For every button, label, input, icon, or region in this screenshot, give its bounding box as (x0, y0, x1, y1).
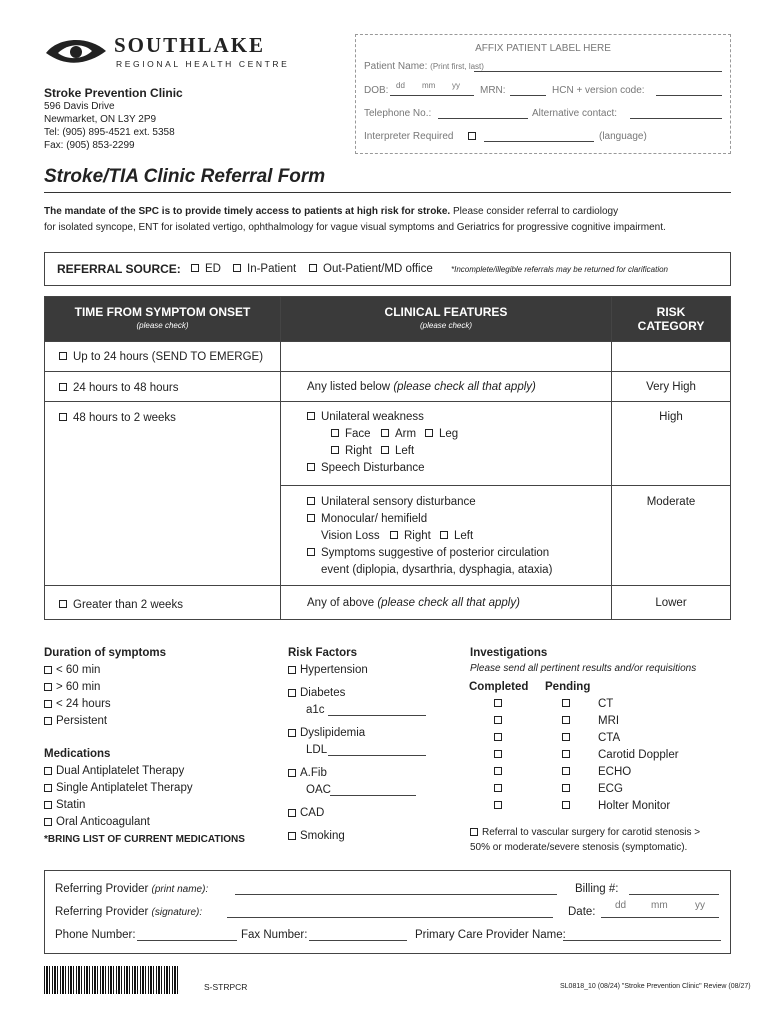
duration-checkbox[interactable] (44, 717, 52, 725)
patient-name-label: Patient Name: (Print first, last) (364, 61, 484, 72)
vascular-referral[interactable]: Referral to vascular surgery for carotid stenosis > (470, 827, 700, 839)
pending-checkbox[interactable] (562, 784, 570, 792)
vision-left-checkbox[interactable] (440, 531, 448, 539)
logo-subtitle: REGIONAL HEALTH CENTRE (116, 59, 290, 69)
table-row (45, 371, 730, 402)
dob-mm: mm (422, 81, 436, 90)
referral-inpatient-checkbox[interactable] (233, 264, 241, 272)
weakness-left-checkbox[interactable] (381, 446, 389, 454)
hcn-label: HCN + version code: (552, 85, 645, 96)
vision-loss-label: Vision Loss (321, 530, 380, 542)
row5-checkbox[interactable] (59, 600, 67, 608)
duration-checkbox[interactable] (44, 683, 52, 691)
completed-checkbox[interactable] (494, 733, 502, 741)
provider-sig-label: Referring Provider (signature): (55, 906, 203, 918)
row2-feature: Any listed below (please check all that apply) (307, 381, 536, 393)
row3-checkbox[interactable] (59, 413, 67, 421)
pending-header: Pending (545, 681, 591, 693)
list-item[interactable]: Oral Anticoagulant (44, 815, 193, 832)
speech-label: Speech Disturbance (321, 462, 425, 474)
patient-label-box (355, 34, 731, 154)
unilateral-weakness-label: Unilateral weakness (321, 411, 424, 423)
medications-list (44, 764, 193, 832)
referral-source-label: REFERRAL SOURCE: (57, 262, 181, 276)
pcp-field[interactable] (563, 940, 721, 941)
mandate-line2: for isolated syncope, ENT for isolated vertigo, ophthalmology for vague visual symptoms and Geriatrics for progressive cognitive impairment. (44, 222, 666, 233)
a1c-field[interactable] (328, 715, 426, 716)
clinic-name: Stroke Prevention Clinic (44, 86, 183, 100)
cad-checkbox[interactable] (288, 809, 296, 817)
provider-box (44, 870, 731, 954)
revision-note: SL0818_10 (08/24) "Stroke Prevention Clinic" Review (08/27) (560, 983, 751, 990)
arm-checkbox[interactable] (381, 429, 389, 437)
billing-label: Billing #: (575, 883, 619, 895)
completed-checkbox[interactable] (494, 750, 502, 758)
cad-item[interactable]: CAD (288, 806, 324, 820)
medication-checkbox[interactable] (44, 767, 52, 775)
dob-yy: yy (452, 81, 460, 90)
interpreter-label: Interpreter Required (364, 131, 454, 142)
clinic-address2: Newmarket, ON L3Y 2P9 (44, 114, 157, 125)
investigations-title: Investigations (470, 647, 548, 659)
completed-header: Completed (469, 681, 529, 693)
pcp-label: Primary Care Provider Name: (415, 929, 566, 941)
referral-note: *Incomplete/illegible referrals may be returned for clarification (451, 265, 668, 274)
referral-outpatient-label: Out-Patient/MD office (323, 263, 433, 275)
row1-checkbox[interactable] (59, 352, 67, 360)
completed-checkbox[interactable] (494, 784, 502, 792)
southlake-logo (44, 33, 294, 73)
provider-print-field[interactable] (235, 894, 557, 895)
mrn-field[interactable] (510, 95, 546, 96)
list-item: ECG (490, 782, 690, 799)
date-dd: dd (615, 900, 627, 911)
label-box-title: AFFIX PATIENT LABEL HERE (475, 43, 611, 54)
oac-label: OAC (306, 784, 331, 796)
vision-right-checkbox[interactable] (390, 531, 398, 539)
pending-checkbox[interactable] (562, 767, 570, 775)
smoking-item[interactable]: Smoking (288, 829, 345, 843)
clinic-tel: Tel: (905) 895-4521 ext. 5358 (44, 127, 175, 138)
referral-ed-label: ED (205, 263, 221, 275)
investigations-subtitle: Please send all pertinent results and/or requisitions (470, 663, 697, 674)
table-header-features: CLINICAL FEATURES (please check) (281, 297, 612, 341)
referral-source-box (44, 252, 731, 286)
completed-checkbox[interactable] (494, 801, 502, 809)
duration-list (44, 663, 111, 731)
row3-risk: High (659, 411, 683, 423)
list-item[interactable]: Persistent (44, 714, 111, 731)
leg-checkbox[interactable] (425, 429, 433, 437)
row2-risk: Very High (646, 381, 696, 393)
telephone-label: Telephone No.: (364, 108, 432, 119)
monocular-label: Monocular/ hemifield (321, 513, 428, 525)
row5-label: Greater than 2 weeks (73, 599, 183, 611)
table-row (45, 401, 730, 486)
a1c-label: a1c (306, 704, 325, 716)
row2-label: 24 hours to 48 hours (73, 382, 179, 394)
alt-contact-label: Alternative contact: (532, 108, 618, 119)
posterior-checkbox[interactable] (307, 548, 315, 556)
hypertension-item[interactable]: Hypertension (288, 663, 368, 677)
medications-note: *BRING LIST OF CURRENT MEDICATIONS (44, 834, 245, 845)
language-field[interactable] (484, 141, 594, 142)
risk-factors-title: Risk Factors (288, 647, 358, 659)
ldl-label: LDL (306, 744, 328, 756)
pending-checkbox[interactable] (562, 733, 570, 741)
ldl-field[interactable] (328, 755, 426, 756)
vision-left-label: Left (454, 530, 474, 542)
afib-item[interactable]: A.Fib (288, 766, 327, 780)
duration-checkbox[interactable] (44, 666, 52, 674)
completed-checkbox[interactable] (494, 699, 502, 707)
posterior-label-cont: event (diplopia, dysarthria, dysphagia, ataxia) (321, 564, 553, 576)
table-header-time: TIME FROM SYMPTOM ONSET (please check) (45, 297, 281, 341)
pending-checkbox[interactable] (562, 750, 570, 758)
mandate-line1: The mandate of the SPC is to provide timely access to patients at high risk for stroke. Please consider referral to cardiology (44, 206, 619, 217)
title-rule (44, 192, 731, 193)
weakness-right-label: Right (345, 445, 372, 457)
investigations-list (490, 697, 690, 816)
vascular-referral-cont: 50% or moderate/severe stenosis (symptomatic). (470, 842, 688, 853)
medications-title: Medications (44, 748, 111, 760)
medication-checkbox[interactable] (44, 818, 52, 826)
row5-feature: Any of above (please check all that apply) (307, 597, 520, 609)
vision-right-label: Right (404, 530, 431, 542)
leg-label: Leg (439, 428, 459, 440)
dyslipidemia-item[interactable]: Dyslipidemia (288, 726, 365, 740)
diabetes-item[interactable]: Diabetes (288, 686, 345, 700)
list-item: CTA (490, 731, 690, 748)
referral-inpatient-label: In-Patient (247, 263, 297, 275)
list-item[interactable]: Dual Antiplatelet Therapy (44, 764, 193, 781)
monocular-checkbox[interactable] (307, 514, 315, 522)
list-item[interactable]: < 24 hours (44, 697, 111, 714)
posterior-label: Symptoms suggestive of posterior circulation (321, 547, 550, 559)
interpreter-checkbox[interactable] (468, 132, 476, 140)
form-title: Stroke/TIA Clinic Referral Form (44, 166, 326, 187)
patient-name-field[interactable] (474, 71, 722, 72)
clinic-address1: 596 Davis Drive (44, 101, 115, 112)
alt-contact-field[interactable] (630, 118, 722, 119)
fax-label: Fax Number: (241, 929, 308, 941)
completed-checkbox[interactable] (494, 767, 502, 775)
dob-label: DOB: (364, 85, 389, 96)
form-code: S-STRPCR (204, 982, 248, 992)
row2-checkbox[interactable] (59, 383, 67, 391)
barcode (44, 966, 179, 994)
face-checkbox[interactable] (331, 429, 339, 437)
list-item: CT (490, 697, 690, 714)
table-row (280, 485, 730, 586)
duration-checkbox[interactable] (44, 700, 52, 708)
list-item: ECHO (490, 765, 690, 782)
diabetes-checkbox[interactable] (288, 689, 296, 697)
unilateral-weakness-checkbox[interactable] (307, 412, 315, 420)
table-row (45, 341, 730, 372)
pending-checkbox[interactable] (562, 801, 570, 809)
speech-checkbox[interactable] (307, 463, 315, 471)
vascular-referral-checkbox[interactable] (470, 828, 478, 836)
smoking-checkbox[interactable] (288, 832, 296, 840)
row3-label: 48 hours to 2 weeks (73, 412, 176, 424)
completed-checkbox[interactable] (494, 716, 502, 724)
list-item[interactable]: Statin (44, 798, 193, 815)
phone-label: Phone Number: (55, 929, 136, 941)
weakness-left-label: Left (395, 445, 415, 457)
list-item[interactable]: Single Antiplatelet Therapy (44, 781, 193, 798)
date-yy: yy (695, 900, 705, 911)
clinic-fax: Fax: (905) 853-2299 (44, 140, 135, 151)
medication-checkbox[interactable] (44, 801, 52, 809)
sensory-label: Unilateral sensory disturbance (321, 496, 476, 508)
date-mm: mm (651, 900, 668, 911)
pending-checkbox[interactable] (562, 716, 570, 724)
arm-label: Arm (395, 428, 417, 440)
referral-ed-checkbox[interactable] (191, 264, 199, 272)
row5-risk: Lower (655, 597, 687, 609)
list-item[interactable]: > 60 min (44, 680, 111, 697)
date-field[interactable] (601, 917, 719, 918)
risk-table (44, 296, 731, 620)
phone-field[interactable] (137, 940, 237, 941)
hypertension-checkbox[interactable] (288, 666, 296, 674)
list-item: MRI (490, 714, 690, 731)
afib-checkbox[interactable] (288, 769, 296, 777)
fax-field[interactable] (309, 940, 407, 941)
table-header-risk: RISK CATEGORY (612, 297, 730, 341)
sensory-checkbox[interactable] (307, 497, 315, 505)
logo-name: SOUTHLAKE (114, 33, 266, 57)
telephone-field[interactable] (438, 118, 528, 119)
logo-mark-icon (44, 33, 108, 73)
hcn-field[interactable] (656, 95, 722, 96)
dob-dd: dd (396, 81, 405, 90)
pending-checkbox[interactable] (562, 699, 570, 707)
weakness-right-checkbox[interactable] (331, 446, 339, 454)
row4-risk: Moderate (646, 496, 696, 508)
list-item[interactable]: < 60 min (44, 663, 111, 680)
date-label: Date: (568, 906, 596, 918)
referral-outpatient-checkbox[interactable] (309, 264, 317, 272)
language-label: (language) (599, 131, 647, 142)
medication-checkbox[interactable] (44, 784, 52, 792)
row1-label: Up to 24 hours (SEND TO EMERGE) (73, 351, 264, 363)
billing-field[interactable] (629, 894, 719, 895)
face-label: Face (345, 428, 371, 440)
duration-title: Duration of symptoms (44, 647, 167, 659)
dob-field[interactable] (390, 95, 474, 96)
oac-field[interactable] (330, 795, 416, 796)
list-item: Carotid Doppler (490, 748, 690, 765)
list-item: Holter Monitor (490, 799, 690, 816)
provider-sig-field[interactable] (227, 917, 553, 918)
dyslipidemia-checkbox[interactable] (288, 729, 296, 737)
mrn-label: MRN: (480, 85, 506, 96)
provider-print-label: Referring Provider (print name): (55, 883, 209, 895)
table-row (45, 585, 730, 620)
